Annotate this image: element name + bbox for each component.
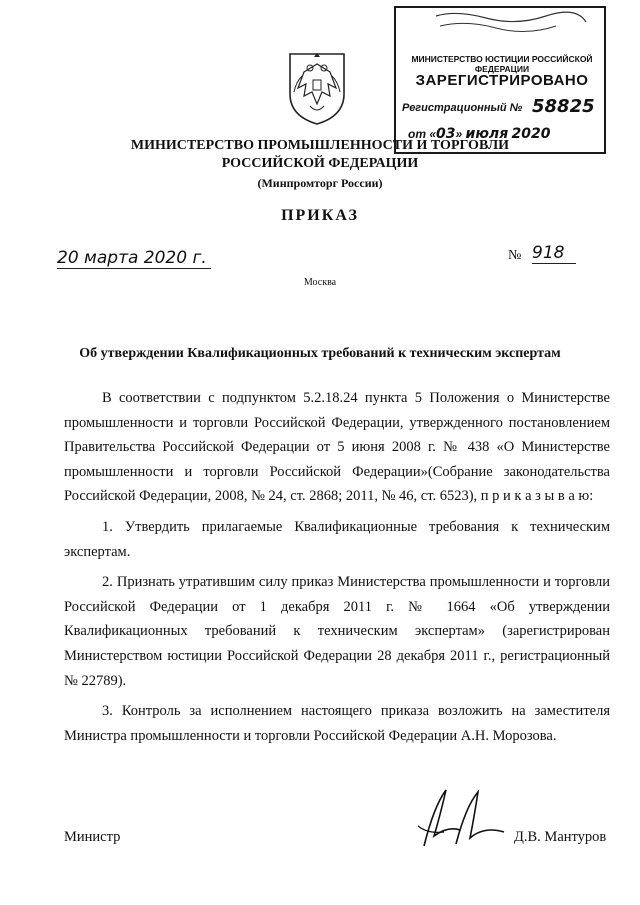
stamp-date-year: 2020 [511, 126, 551, 142]
paragraph-item-3: 3. Контроль за исполнением настоящего приказа возложить на заместителя Министра промышленности и торговли Российской Федерации А.Н. Морозова. [64, 703, 610, 744]
paragraph-preamble: В соответствии с подпунктом 5.2.18.24 пункта 5 Положения о Министерстве промышленности и торговли Российской Федерации, утвержденного постановлением Правительства Российской Федерации от 5 июня 2008 г. № 438 «О Министерстве промышленности и торговли Российской Федерации»(Собрание законодательства Российской Федерации, 2008, № 24, ст. 2868; 2011, № 46, ст. 6523), п р и к а з ы в а ю: [64, 390, 610, 505]
signer-name: Д.В. Мантуров [514, 829, 607, 845]
org-short-name: (Минпромторг России) [257, 176, 383, 190]
stamp-date-month: июля [465, 126, 509, 142]
stamp-reg-number: 58825 [532, 96, 595, 117]
stamp-date-prefix: от [408, 127, 426, 141]
order-body [64, 386, 610, 748]
order-number-sign: № [508, 248, 522, 263]
org-name-line2: РОССИЙСКОЙ ФЕДЕРАЦИИ [221, 156, 419, 171]
order-number: 918 [532, 243, 576, 264]
stamp-date-day: 03 [436, 126, 456, 142]
order-city: Москва [303, 277, 337, 288]
paragraph-item-2: 2. Признать утратившим силу приказ Министерства промышленности и торговли Российской Федерации от 1 декабря 2011 г. № 1664 «Об утверждении Квалификационных требований к техническим экспертам» (зарегистрирован Министерством юстиции Российской Федерации 28 декабря 2011 г., регистрационный № 22789). [64, 574, 610, 689]
stamp-ministry-name: МИНИСТЕРСТВО ЮСТИЦИИ РОССИЙСКОЙ ФЕДЕРАЦИИ [411, 54, 593, 74]
stamp-barcode-scribble [396, 8, 608, 52]
signer-position: Министр [64, 829, 121, 845]
stamp-title: ЗАРЕГИСТРИРОВАНО [415, 72, 589, 89]
order-subject: Об утверждении Квалификационных требований к техническим экспертам [79, 346, 561, 361]
stamp-date: от «03» июля 2020 [408, 126, 551, 142]
coat-of-arms-emblem [284, 48, 350, 126]
org-name-line1: МИНИСТЕРСТВО ПРОМЫШЛЕННОСТИ И ТОРГОВЛИ [130, 138, 510, 153]
registration-stamp [394, 6, 606, 154]
document-type-title: ПРИКАЗ [281, 207, 359, 224]
order-date: 20 марта 2020 г. [57, 248, 211, 269]
paragraph-item-1: 1. Утвердить прилагаемые Квалификационные требования к техническим экспертам. [64, 518, 610, 560]
stamp-reg-label: Регистрационный № [402, 102, 523, 114]
handwritten-signature [404, 786, 514, 852]
